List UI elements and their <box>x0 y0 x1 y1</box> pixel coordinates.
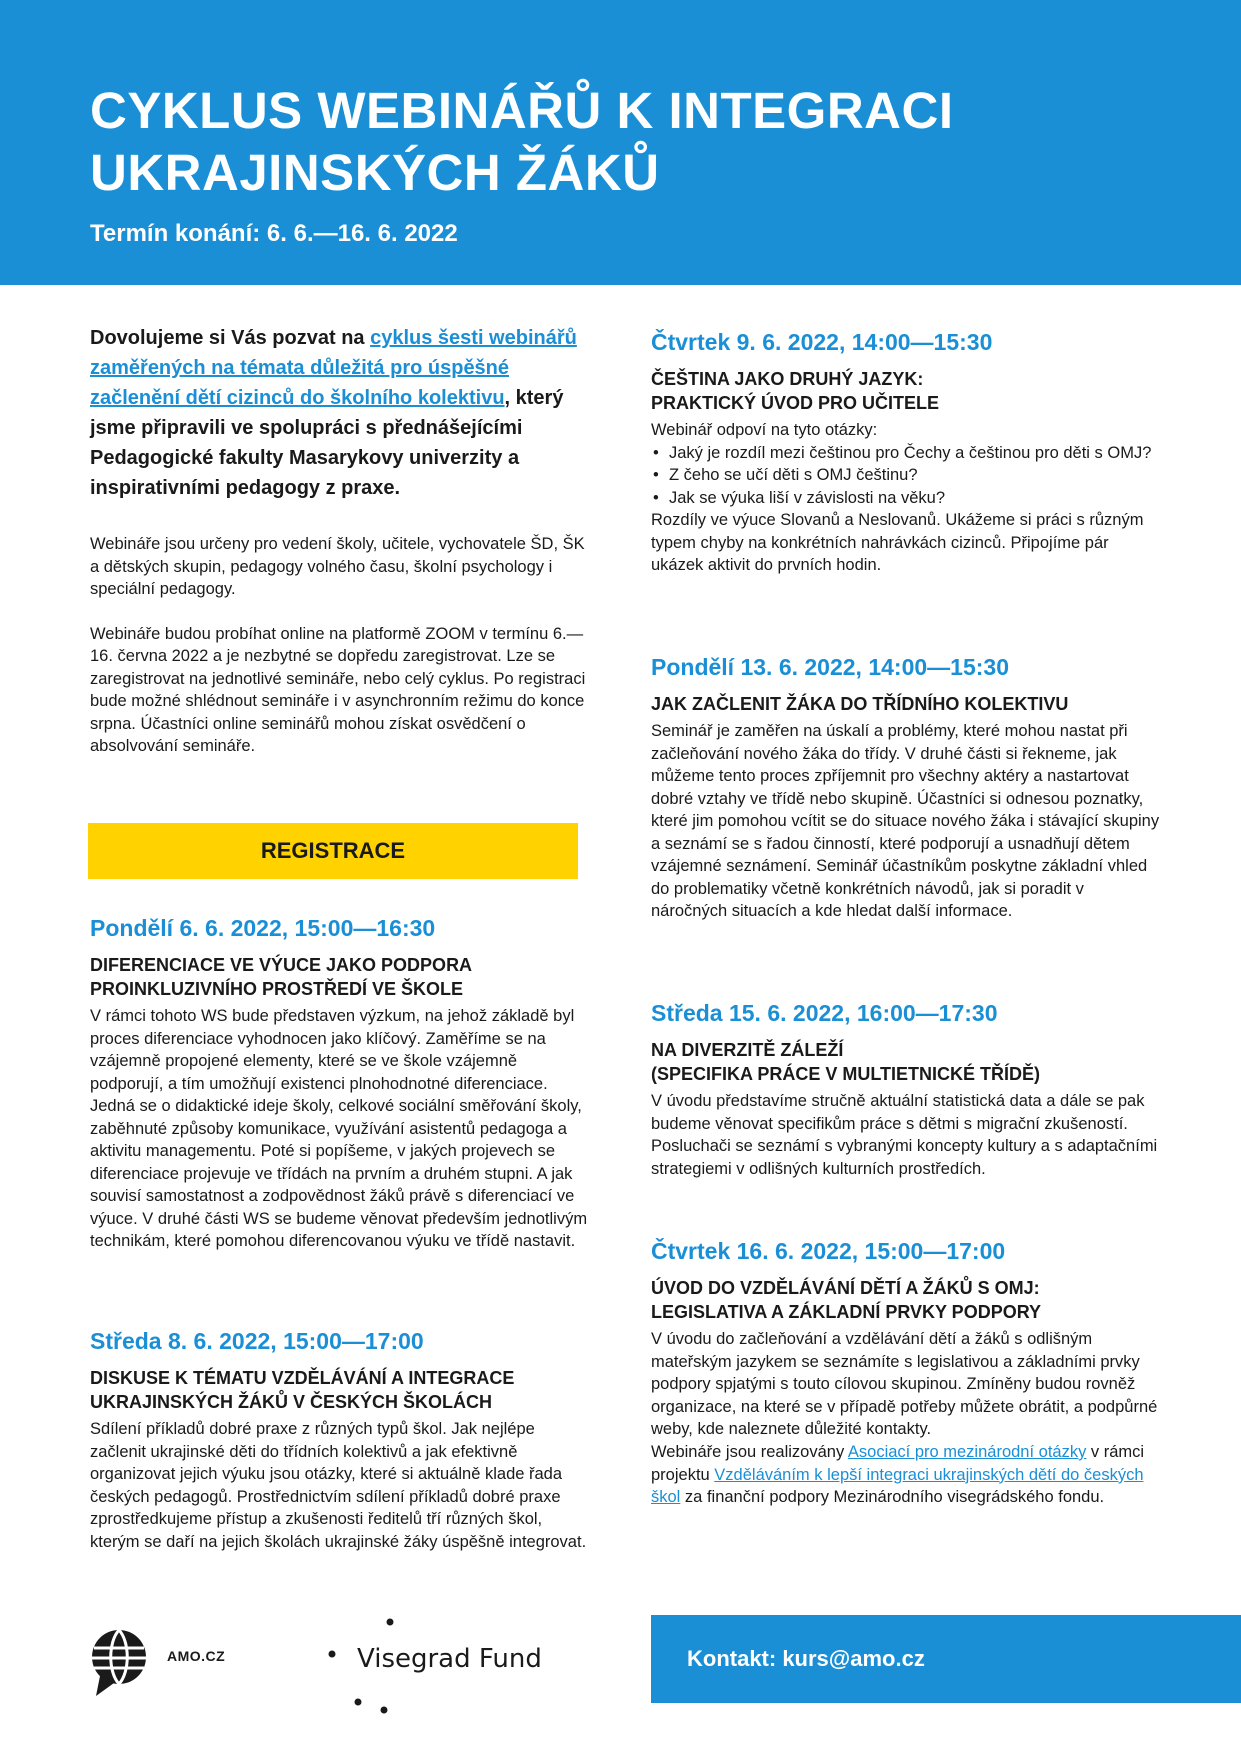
session-description: Sdílení příkladů dobré praxe z různých typů škol. Jak nejlépe začlenit ukrajinské děti do třídních kolektivů a jak efektivně organizovat jejich výuku jsou otázky, které si aktuálně klade řada českých pedagogů. Prostřednictvím sdílení příkladů dobré praxe zprostředkujeme přístup a zkušenosti ředitelů tří různých škol, kterým se daří na jejich školách ukrajinské žáky úspěšně integrovat. <box>90 1420 587 1551</box>
session-date: Čtvrtek 9. 6. 2022, 14:00—15:30 <box>651 329 993 355</box>
session-date: Pondělí 13. 6. 2022, 14:00—15:30 <box>651 654 1009 680</box>
contact-banner[interactable]: Kontakt: kurs@amo.cz <box>651 1615 1241 1703</box>
session-6 <box>651 1236 1161 1441</box>
session-date: Středa 15. 6. 2022, 16:00—17:30 <box>651 1000 998 1026</box>
question-item: • Jak se výuka liší v závislosti na věku? <box>669 487 1161 510</box>
page-title <box>90 80 1170 204</box>
session-1 <box>90 913 590 1253</box>
session-5 <box>651 998 1161 1180</box>
info-text: Webináře budou probíhat online na platformě ZOOM v termínu 6.—16. června 2022 a je nezbytné se dopředu zaregistrovat. Lze se zaregistrovat na jednotlivé semináře, nebo celý cyklus. Po registraci bude možné shlédnout semináře i v asynchronním režimu do konce srpna. Účastníci online seminářů mohou získat osvědčení o absolvování semináře. <box>90 624 586 755</box>
session-2 <box>90 1326 590 1553</box>
session-lead: Webinář odpoví na tyto otázky: <box>651 421 878 439</box>
session-date: Pondělí 6. 6. 2022, 15:00—16:30 <box>90 915 436 941</box>
header-banner <box>0 0 1241 285</box>
session-description: V rámci tohoto WS bude představen výzkum, na jehož základě byl proces diferenciace vyhodnocen jako klíčový. Zaměříme se na vzájemně propojené elementy, které se ve škole vzájemně podporují, a tím umožňují existenci plnohodnotné diferenciace. Jedná se o didaktické ideje školy, celkové sociální směřování školy, zaběhnuté způsoby komunikace, využívání asistentů pedagoga a aktivitu managementu. Poté si popíšeme, v jakých projevech se diferenciace projevuje ve třídách na prvním a druhém stupni. A jak souvisí samostatnost a zodpovědnost žáků právě s diferenciací ve výuce. V druhé části WS se budeme věnovat především jednotlivým technikám, které pomohou diferencovanou výuku ve třídě nastavit. <box>90 1007 588 1250</box>
intro-prefix: Dovolujeme si Vás pozvat na <box>90 327 371 349</box>
session-3 <box>651 327 1161 577</box>
session-title: ČEŠTINA JAKO DRUHÝ JAZYK: PRAKTICKÝ ÚVOD PRO UČITELE <box>651 369 940 413</box>
amo-link[interactable]: Asociací pro mezinárodní otázky <box>847 1443 1087 1461</box>
session-description: V úvodu představíme stručně aktuální statistická data a dále se pak budeme věnovat specifikům práce s dětmi s migrační zkušeností. Posluchači se seznámí s vybranými koncepty kultury a s adaptačními strategiemi v odlišných kulturních prostředích. <box>651 1092 1158 1178</box>
audience-text: Webináře jsou určeny pro vedení školy, učitele, vychovatele ŠD, ŠK a dětských skupin, pedagogy volného času, školní psychology i speciální pedagogy. <box>90 535 585 598</box>
session-date: Středa 8. 6. 2022, 15:00—17:00 <box>90 1328 424 1354</box>
intro-text <box>90 323 590 503</box>
visegrad-fund-logo: Visegrad Fund <box>357 1644 542 1674</box>
amo-globe-logo <box>90 1628 148 1698</box>
intro-cycle-link[interactable]: cyklus šesti webinářů zaměřených na témata důležitá pro úspěšné začlenění dětí cizinců do školního kolektivu <box>90 327 577 409</box>
session-title: JAK ZAČLENIT ŽÁKA DO TŘÍDNÍHO KOLEKTIVU <box>651 694 1069 714</box>
amo-logo-text: AMO.CZ <box>167 1648 226 1664</box>
session-title: ÚVOD DO VZDĚLÁVÁNÍ DĚTÍ A ŽÁKŮ S OMJ: LEGISLATIVA A ZÁKLADNÍ PRVKY PODPORY <box>651 1278 1042 1322</box>
organizers-text: Webináře jsou realizovány Asociací pro mezinárodní otázky v rámci projektu Vzděláváním k lepší integraci ukrajinských dětí do českých škol za finanční podpory Mezinárodního visegrádského fondu. <box>651 1443 1145 1506</box>
session-description: Rozdíly ve výuce Slovanů a Neslovanů. Ukážeme si práci s různým typem chyby na konkrétních nahrávkách cizinců. Připojíme pár ukázek aktivit do prvních hodin. <box>651 511 1144 574</box>
registration-button[interactable]: REGISTRACE <box>88 823 578 879</box>
question-item: • Jaký je rozdíl mezi češtinou pro Čechy a češtinou pro děti s OMJ? <box>669 442 1161 465</box>
session-description: Seminář je zaměřen na úskalí a problémy, které mohou nastat při začleňování nového žáka do třídy. V druhé části si řekneme, jak můžeme tento proces zpříjemnit pro všechny aktéry a nastartovat dobré vztahy ve třídě nebo skupině. Účastníci si odnesou poznatky, které jim pomohou vcítit se do situace nového žáka i stávající skupiny a seznámí se s řadou činností, které podporují a usnadňují dětem vzájemné seznámení. Seminář účastníkům poskytne základní vhled do problematiky včetně konkrétních návodů, jak si poradit v náročných situacích a kde hledat další informace. <box>651 722 1160 920</box>
session-title: DISKUSE K TÉMATU VZDĚLÁVÁNÍ A INTEGRACE UKRAJINSKÝCH ŽÁKŮ V ČESKÝCH ŠKOLÁCH <box>90 1368 515 1412</box>
question-list <box>651 442 1161 510</box>
title-line-2: UKRAJINSKÝCH ŽÁKŮ <box>90 144 660 201</box>
session-date: Čtvrtek 16. 6. 2022, 15:00—17:00 <box>651 1238 1006 1264</box>
project-link[interactable]: Vzděláváním k lepší integraci ukrajinských dětí do českých škol <box>651 1465 1144 1506</box>
event-term: Termín konání: 6. 6.—16. 6. 2022 <box>90 220 458 247</box>
title-line-1: CYKLUS WEBINÁŘŮ K INTEGRACI <box>90 82 954 139</box>
session-title: NA DIVERZITĚ ZÁLEŽÍ (SPECIFIKA PRÁCE V MULTIETNICKÉ TŘÍDĚ) <box>651 1040 1041 1084</box>
question-item: • Z čeho se učí děti s OMJ češtinu? <box>669 464 1161 487</box>
session-title: DIFERENCIACE VE VÝUCE JAKO PODPORA PROINKLUZIVNÍHO PROSTŘEDÍ VE ŠKOLE <box>90 955 473 999</box>
intro-suffix: , který jsme připravili ve spolupráci s přednášejícími Pedagogické fakulty Masarykovy univerzity a inspirativními pedagogy z praxe. <box>90 387 564 499</box>
left-column <box>90 323 590 758</box>
session-description: V úvodu do začleňování a vzdělávání dětí a žáků s odlišným mateřským jazykem se seznámíte s legislativou a základními prvky podpory spjatými s touto cílovou skupinou. Zmíněny budou rovněž organizace, na které se v případě potřeby můžete obrátit, a podpůrné weby, kde naleznete důležité kontakty. <box>651 1330 1158 1438</box>
session-4 <box>651 652 1161 923</box>
